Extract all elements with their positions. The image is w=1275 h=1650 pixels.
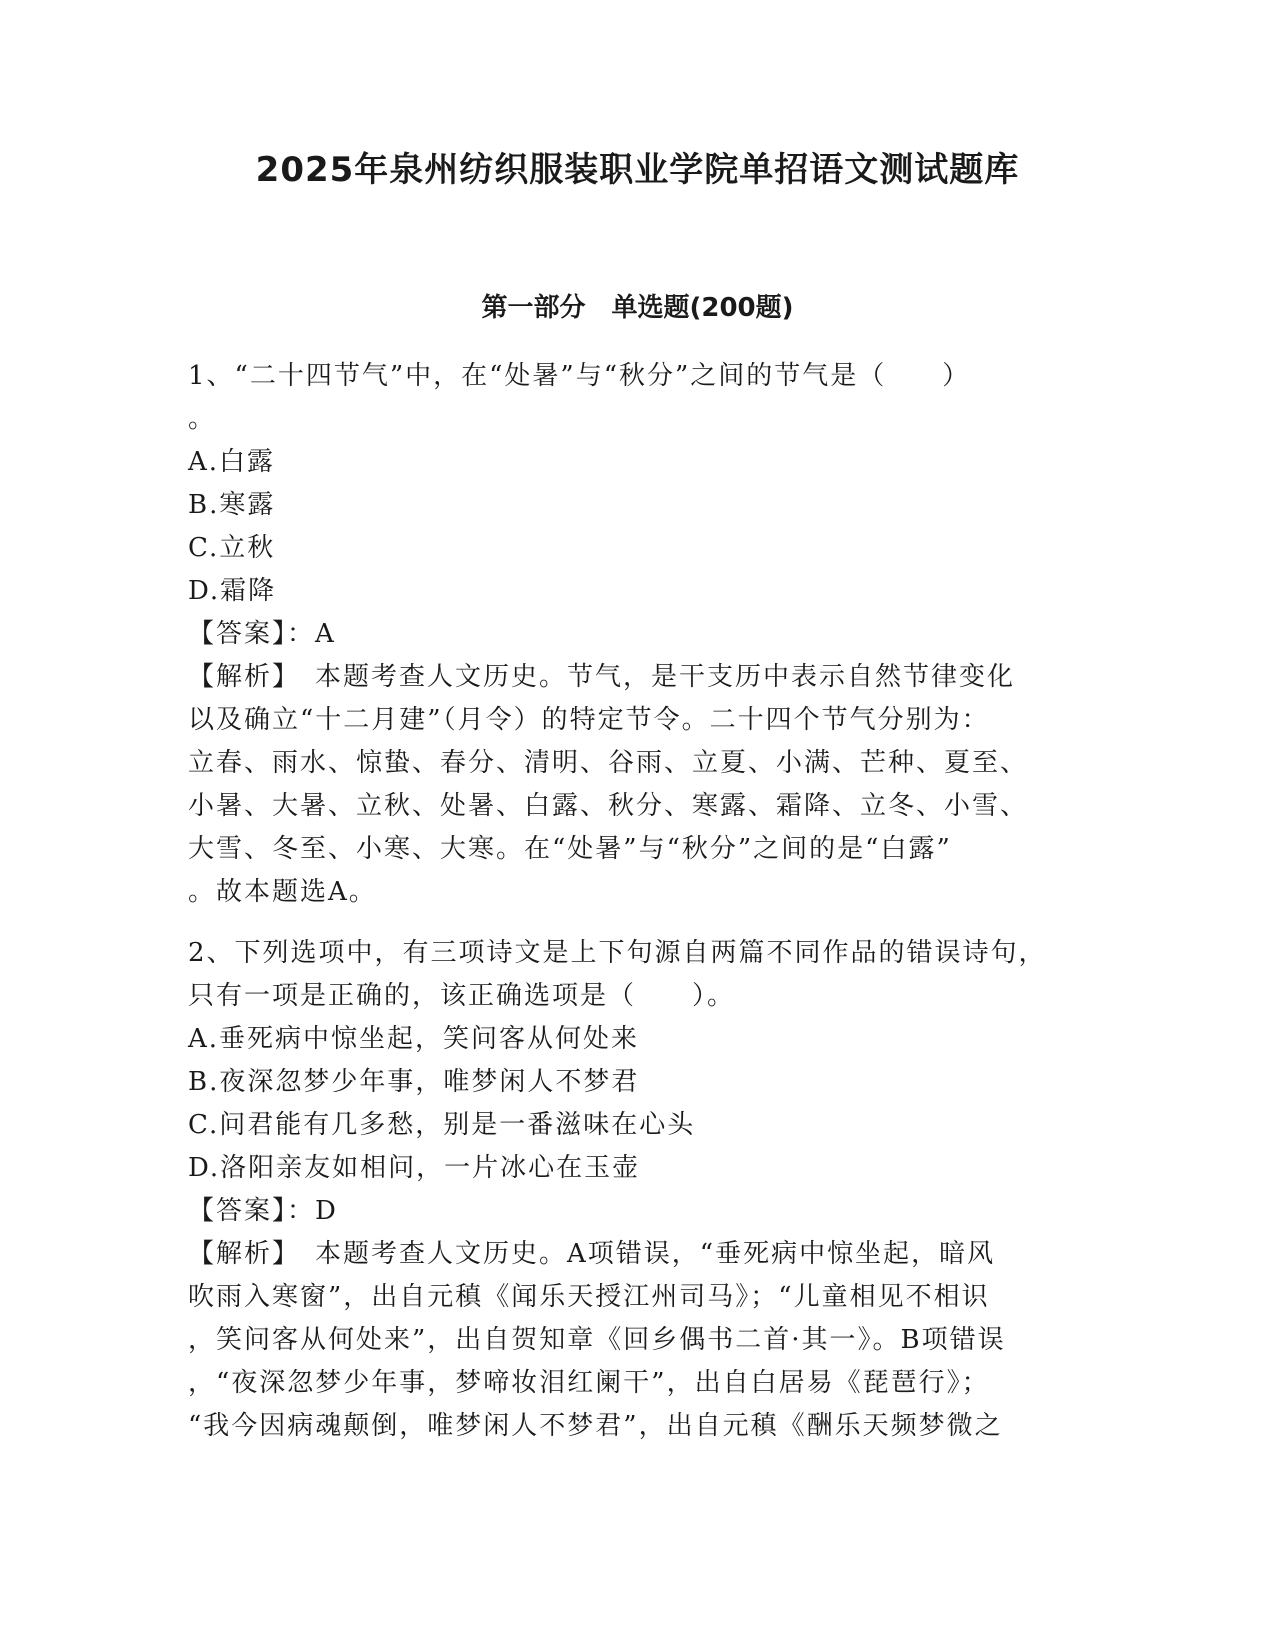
question-stem-line: 只有一项是正确的，该正确选项是（ ）。 [188, 981, 736, 1011]
analysis-line: 大雪、冬至、小寒、大寒。在“处暑”与“秋分”之间的是“白露” [188, 834, 952, 864]
section-heading: 第一部分 单选题(200题) [481, 293, 794, 323]
analysis-line: ，“夜深忽梦少年事，梦啼妆泪红阑干”，出自白居易《琵琶行》； [188, 1368, 990, 1398]
option-b: B.夜深忽梦少年事，唯梦闲人不梦君 [188, 1067, 640, 1097]
analysis-line: 小暑、大暑、立秋、处暑、白露、秋分、寒露、霜降、立冬、小雪、 [188, 791, 1029, 821]
question-1 [188, 355, 1088, 914]
analysis-line: 。故本题选A。 [188, 877, 377, 907]
document-body [188, 355, 1088, 1466]
analysis-line: “我今因病魂颠倒，唯梦闲人不梦君”，出自元稹《酬乐天频梦微之 [188, 1411, 1003, 1441]
option-d: D.洛阳亲友如相问，一片冰心在玉壶 [188, 1153, 641, 1183]
analysis-line: 吹雨入寒窗”，出自元稹《闻乐天授江州司马》；“儿童相见不相识 [188, 1282, 990, 1312]
analysis-line: 【解析】 本题考查人文历史。A项错误，“垂死病中惊坐起，暗风 [188, 1239, 996, 1269]
analysis-line: 立春、雨水、惊蛰、春分、清明、谷雨、立夏、小满、芒种、夏至、 [188, 748, 1029, 778]
question-stem-line: 1、“二十四节气”中，在“处暑”与“秋分”之间的节气是（ ） [188, 361, 971, 391]
question-stem-line: 2、下列选项中，有三项诗文是上下句源自两篇不同作品的错误诗句， [188, 938, 1047, 968]
option-d: D.霜降 [188, 576, 277, 606]
document-title: 2025年泉州纺织服装职业学院单招语文测试题库 [255, 150, 1020, 190]
answer-line: 【答案】：A [188, 619, 336, 649]
analysis-line: 【解析】 本题考查人文历史。节气，是干支历中表示自然节律变化 [188, 662, 1016, 692]
question-stem-line: 。 [188, 404, 217, 434]
answer-line: 【答案】：D [188, 1196, 338, 1226]
option-a: A.白露 [188, 447, 276, 477]
option-c: C.问君能有几多愁，别是一番滋味在心头 [188, 1110, 696, 1140]
analysis-line: ，笑问客从何处来”，出自贺知章《回乡偶书二首·其一》。B项错误 [188, 1325, 1006, 1355]
option-b: B.寒露 [188, 490, 276, 520]
question-2 [188, 932, 1088, 1448]
option-a: A.垂死病中惊坐起，笑问客从何处来 [188, 1024, 640, 1054]
analysis-line: 以及确立“十二月建”（月令）的特定节令。二十四个节气分别为： [188, 705, 990, 735]
option-c: C.立秋 [188, 533, 276, 563]
